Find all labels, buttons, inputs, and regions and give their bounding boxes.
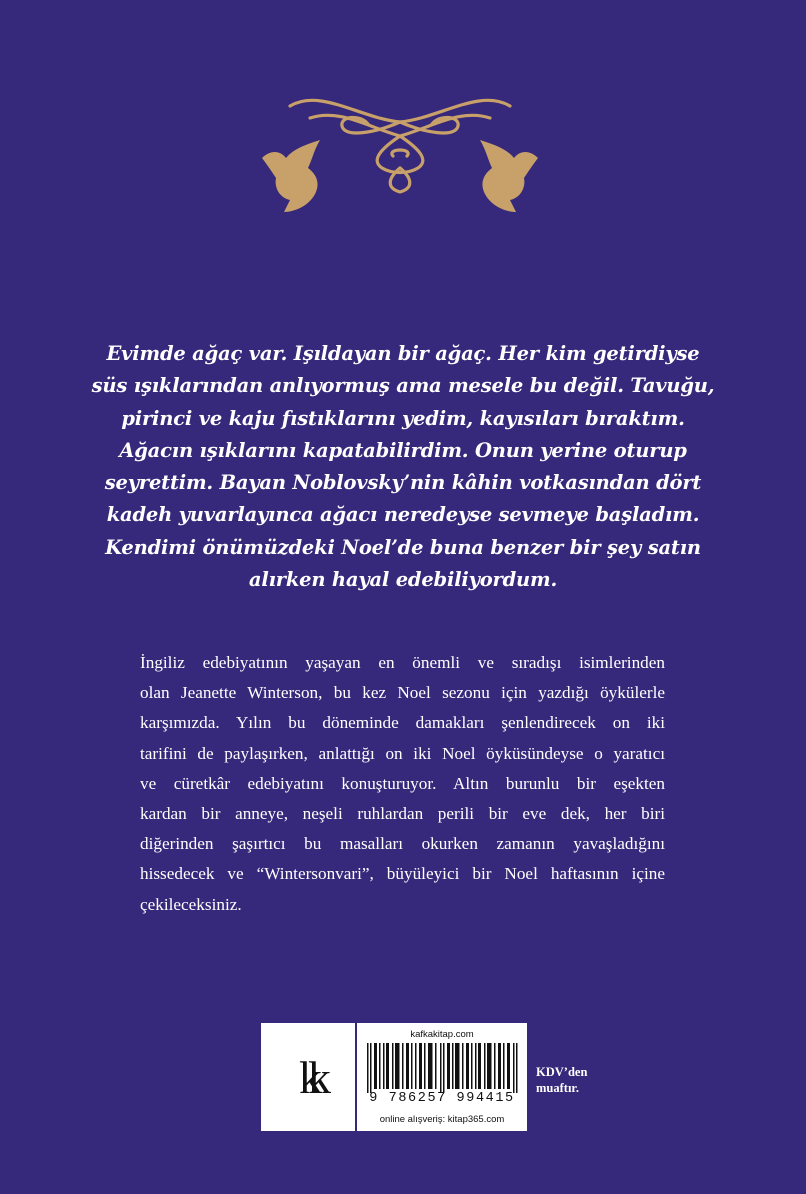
quote-line: kadeh yuvarlayınca ağacı neredeyse sevmeye başladım.: [106, 503, 700, 527]
description-line: olan Jeanette Winterson, bu kez Noel sezonu için yazdığı öykülerle: [140, 683, 665, 703]
description-line: kardan bir anneye, neşeli ruhlardan perili bir eve dek, her biri: [140, 804, 665, 824]
description-line: tarifini de paylaşırken, anlattığı on iki Noel öyküsündeyse o yaratıcı: [140, 743, 665, 763]
online-shop-text: online alışveriş: kitap365.com: [379, 1114, 505, 1125]
description-line: çekileceksiniz.: [140, 894, 242, 914]
publisher-website: kafkakitap.com: [410, 1029, 474, 1040]
dove-right-icon: [480, 140, 538, 212]
barcode-icon: [365, 1043, 521, 1093]
description-line: karşımızda. Yılın bu döneminde damakları şenlendirecek on iki: [140, 713, 665, 733]
description-line: İngiliz edebiyatının yaşayan en önemli ve sıradışı isimlerinden: [140, 653, 665, 672]
publisher-logo-box: [261, 1023, 355, 1131]
book-description: [140, 648, 665, 920]
quote-line: Ağacın ışıklarını kapatabilirdim. Onun yerine oturup: [119, 438, 687, 462]
publisher-logo-icon: kk: [299, 1051, 317, 1103]
tax-exempt-note: [536, 1064, 616, 1096]
description-line: diğerinden şaşırtıcı bu masalları okurken zamanın yavaşladığını: [140, 834, 665, 854]
quote-line: süs ışıklarından anlıyormuş ama mesele bu değil. Tavuğu,: [91, 374, 715, 398]
ornament-group: [250, 88, 550, 218]
flourish-ornament-icon: [290, 100, 510, 192]
description-line: ve cüretkâr edebiyatını konuşturuyor. Altın burunlu bir eşekten: [140, 773, 665, 793]
dove-left-icon: [262, 140, 320, 212]
quote-line: pirinci ve kaju fıstıklarını yedim, kayısıları bıraktım.: [121, 406, 685, 430]
quote-line: alırken hayal edebiliyordum.: [248, 568, 558, 592]
description-line: hissedecek ve “Wintersonvari”, büyüleyici bir Noel haftasının içine: [140, 864, 665, 884]
tax-note-line: muaftır.: [536, 1081, 579, 1095]
quote-line: Kendimi önümüzdeki Noel’de buna benzer bir şey satın: [105, 535, 701, 559]
barcode-box: [357, 1023, 527, 1131]
tax-note-line: KDV’den: [536, 1065, 588, 1079]
quote-line: Evimde ağaç var. Işıldayan bir ağaç. Her kim getirdiyse: [106, 342, 700, 365]
excerpt-quote: [80, 338, 726, 596]
quote-line: seyrettim. Bayan Noblovsky’nin kâhin votkasından dört: [104, 471, 702, 495]
isbn-number: 9 786257 994415: [369, 1091, 515, 1106]
